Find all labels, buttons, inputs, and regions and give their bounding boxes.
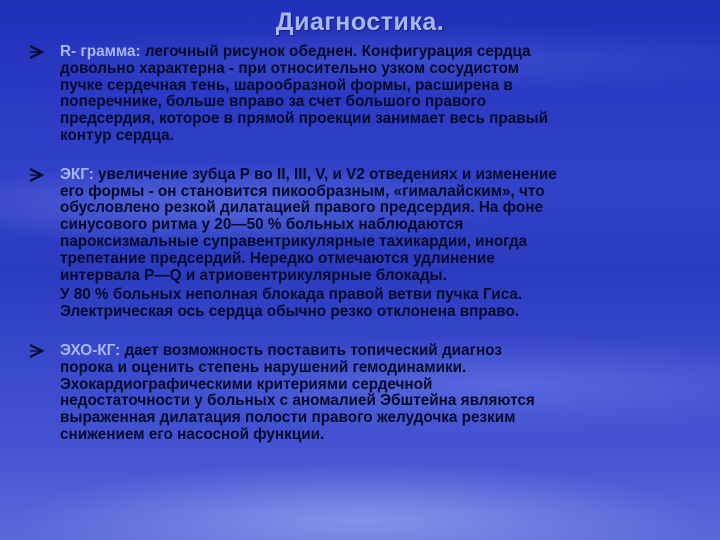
paragraph-line: Эхокардиографическими критериями сердечной [60, 375, 433, 393]
paragraph-ecg [28, 167, 708, 321]
paragraph-line: поперечнике, больше вправо за счет большого правого [60, 93, 487, 111]
paragraph-line: порока и оценить степень нарушений гемодинамики. [60, 358, 467, 376]
paragraph-line: обусловлено резкой дилатацией правого предсердия. На фоне [60, 199, 543, 217]
paragraph-line: предсердия, которое в прямой проекции занимает весь правый [60, 110, 549, 128]
paragraph-line: пароксизмальные суправентрикулярные тахикардии, иногда [60, 232, 528, 250]
paragraph-line: синусового ритма у 20—50 % больных наблюдаются [60, 216, 464, 234]
paragraph-line: снижением его насосной функции. [60, 425, 325, 443]
slide-title: Диагностика. [275, 8, 445, 36]
paragraph-line: R- грамма: легочный рисунок обеднен. Конфигурация сердца [60, 43, 531, 60]
paragraph-line: ЭКГ: увеличение зубца Р во II, III, V, и V2 отведениях и изменение [60, 165, 557, 183]
paragraph-line: Электрическая ось сердца обычно резко отклонена вправо. [60, 303, 520, 321]
paragraph-line: выраженная дилатация полости правого желудочка резким [60, 409, 516, 427]
paragraph-line: довольно характерна - при относительно узком сосудистом [60, 59, 520, 77]
paragraph-line: интервала Р—Q и атриовентрикулярные блокады. [60, 266, 447, 284]
paragraph-line: трепетание предсердий. Нередко отмечаются удлинение [60, 249, 495, 267]
slide-content [28, 44, 708, 444]
paragraph-label: ЭКГ: [60, 165, 94, 183]
arrow-bullet-icon [28, 167, 48, 183]
paragraph-line: У 80 % больных неполная блокада правой ветви пучка Гиса. [60, 286, 523, 304]
arrow-bullet-icon [28, 44, 48, 60]
paragraph-line: контур сердца. [60, 126, 174, 144]
paragraph-label: ЭХО-КГ: [60, 341, 121, 359]
arrow-bullet-icon [28, 343, 48, 359]
paragraph-line: ЭХО-КГ: дает возможность поставить топический диагноз [60, 341, 502, 359]
paragraph-line: пучке сердечная тень, шарообразной формы, расширена в [60, 76, 513, 94]
paragraph-label: R- грамма: [60, 43, 141, 60]
paragraph-line: недостаточности у больных с аномалией Эбштейна являются [60, 392, 535, 410]
paragraph-echo [28, 343, 708, 444]
paragraph-xray [28, 44, 708, 145]
paragraph-line: его формы - он становится пикообразным, «гималайским», что [60, 182, 545, 200]
